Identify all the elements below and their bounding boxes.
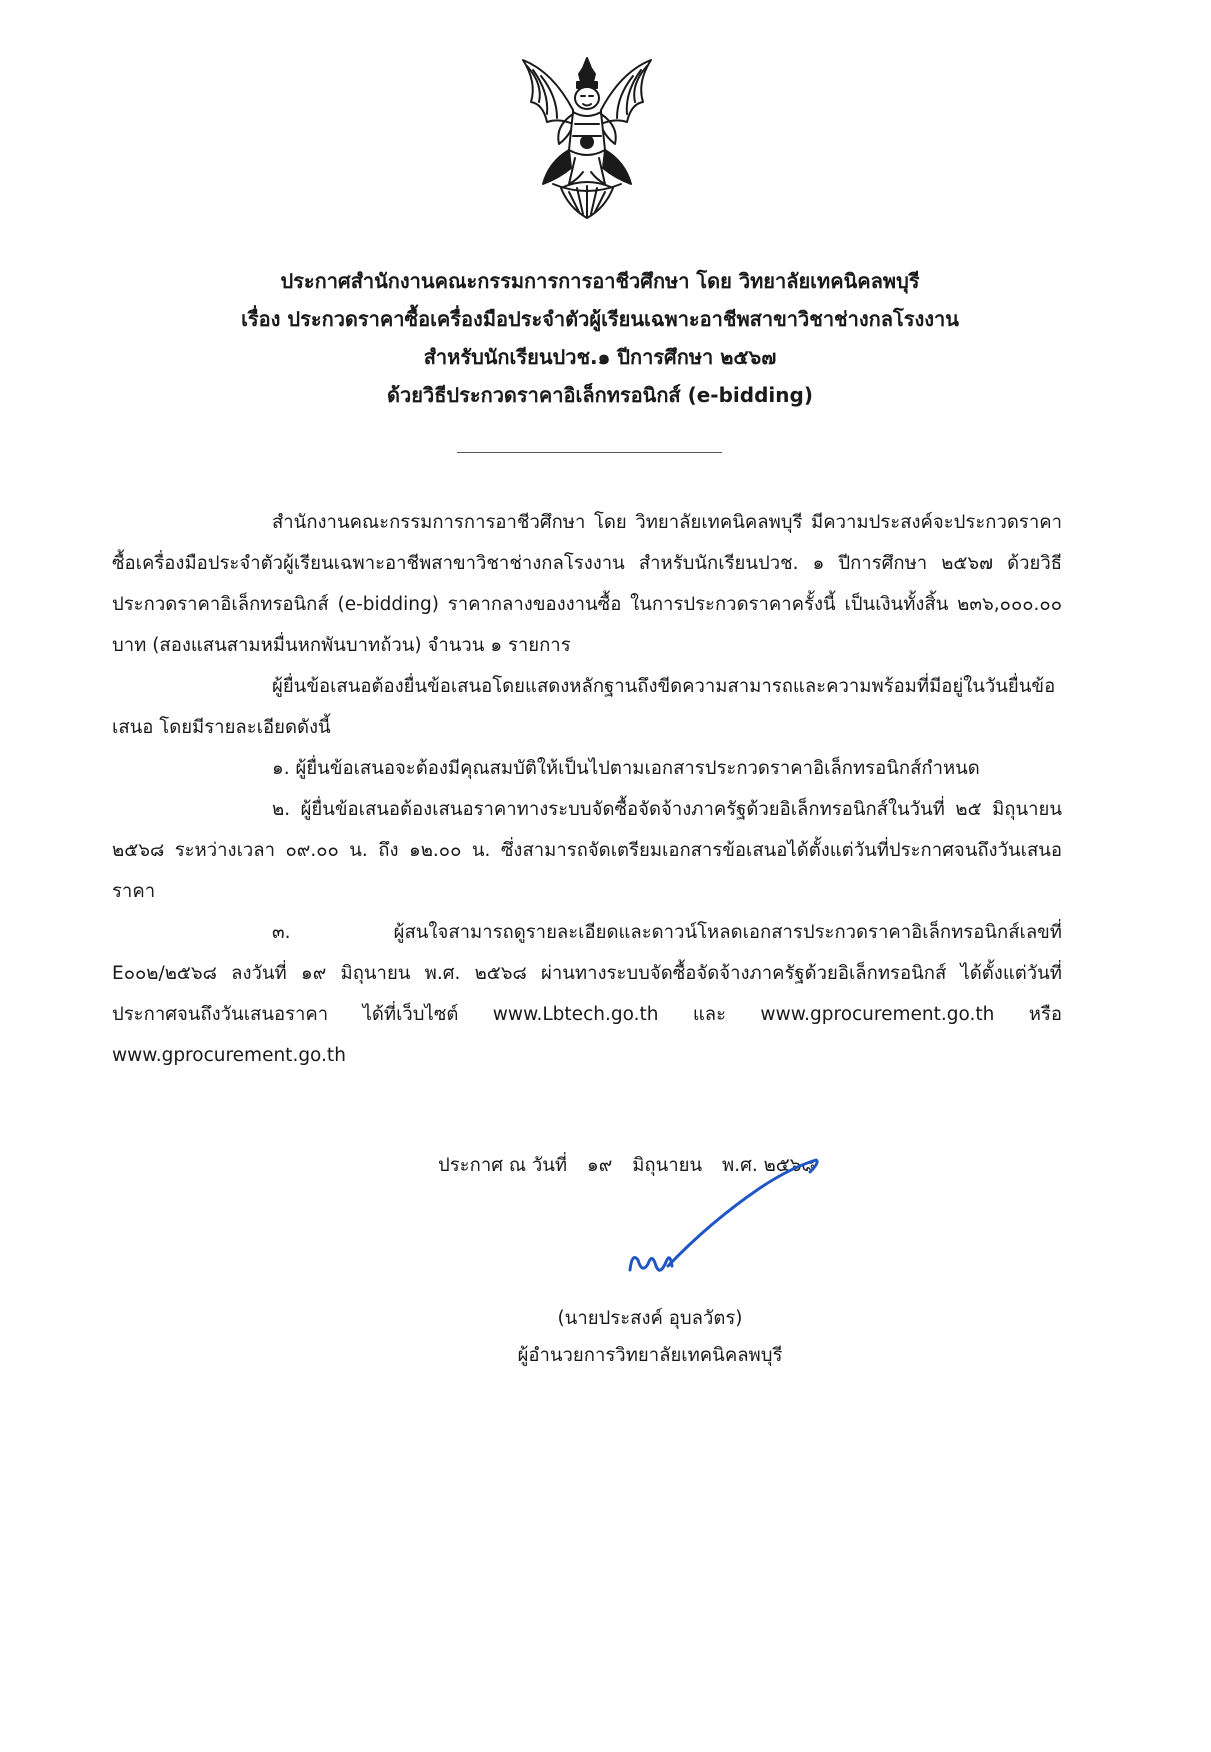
announcement-title: [150, 262, 1050, 414]
date-year: พ.ศ. ๒๕๖๘: [722, 1155, 816, 1176]
date-day: ๑๙: [587, 1155, 613, 1176]
title-line-method: ด้วยวิธีประกวดราคาอิเล็กทรอนิกส์ (e-bidding): [387, 383, 813, 407]
date-month: มิถุนายน: [632, 1155, 703, 1176]
paragraph-item-1: ๑. ผู้ยื่นข้อเสนอจะต้องมีคุณสมบัติให้เป็นไปตามเอกสารประกวดราคาอิเล็กทรอนิกส์กำหนด: [272, 758, 980, 779]
paragraph-item-2: ๒. ผู้ยื่นข้อเสนอต้องเสนอราคาทางระบบจัดซื้อจัดจ้างภาครัฐด้วยอิเล็กทรอนิกส์ในวันที่ ๒๕ มิถุนายน ๒๕๖๘ ระหว่างเวลา ๐๙.๐๐ น. ถึง ๑๒.๐๐ น. ซึ่งสามารถจัดเตรียมเอกสารข้อเสนอได้ตั้งแต่วันที่ประกาศจนถึงวันเสนอราคา: [112, 799, 1062, 902]
signer-position: ผู้อำนวยการวิทยาลัยเทคนิคลพบุรี: [517, 1345, 783, 1366]
title-line-issuer: ประกาศสำนักงานคณะกรรมการการอาชีวศึกษา โดย วิทยาลัยเทคนิคลพบุรี: [280, 269, 920, 293]
paragraph-requirements: ผู้ยื่นข้อเสนอต้องยื่นข้อเสนอโดยแสดงหลักฐานถึงขีดความสามารถและความพร้อมที่มีอยู่ในวันยื่นข้อเสนอ โดยมีรายละเอียดดังนี้: [112, 676, 1056, 738]
announcement-body: [112, 502, 1062, 1076]
signer-name: (นายประสงค์ อุบลวัตร): [557, 1308, 743, 1329]
paragraph-item-3: ๓. ผู้สนใจสามารถดูรายละเอียดและดาวน์โหลดเอกสารประกวดราคาอิเล็กทรอนิกส์เลขที่ E๐๐๒/๒๕๖๘ ลงวันที่ ๑๙ มิถุนายน พ.ศ. ๒๕๖๘ ผ่านทางระบบจัดซื้อจัดจ้างภาครัฐด้วยอิเล็กทรอนิกส์ ได้ตั้งแต่วันที่ประกาศจนถึงวันเสนอราคา ได้ที่เว็บไซต์ www.Lbtech.go.th และ www.gprocurement.go.th หรือ www.gprocurement.go.th: [112, 922, 1062, 1066]
garuda-emblem-icon: [513, 52, 661, 222]
title-divider: [457, 452, 722, 453]
signer-block: [450, 1300, 850, 1374]
date-prefix: ประกาศ ณ วันที่: [438, 1155, 568, 1176]
title-line-scope: สำหรับนักเรียนปวช.๑ ปีการศึกษา ๒๕๖๗: [423, 345, 777, 369]
handwritten-signature: [620, 1152, 870, 1292]
paragraph-intro: สำนักงานคณะกรรมการการอาชีวศึกษา โดย วิทยาลัยเทคนิคลพบุรี มีความประสงค์จะประกวดราคาซื้อเครื่องมือประจำตัวผู้เรียนเฉพาะอาชีพสาขาวิชาช่างกลโรงงาน สำหรับนักเรียนปวช. ๑ ปีการศึกษา ๒๕๖๗ ด้วยวิธีประกวดราคาอิเล็กทรอนิกส์ (e-bidding) ราคากลางของงานซื้อ ในการประกวดราคาครั้งนี้ เป็นเงินทั้งสิ้น ๒๓๖,๐๐๐.๐๐ บาท (สองแสนสามหมื่นหกพันบาทถ้วน) จำนวน ๑ รายการ: [112, 512, 1062, 656]
title-line-subject: เรื่อง ประกวดราคาซื้อเครื่องมือประจำตัวผู้เรียนเฉพาะอาชีพสาขาวิชาช่างกลโรงงาน: [241, 307, 959, 331]
